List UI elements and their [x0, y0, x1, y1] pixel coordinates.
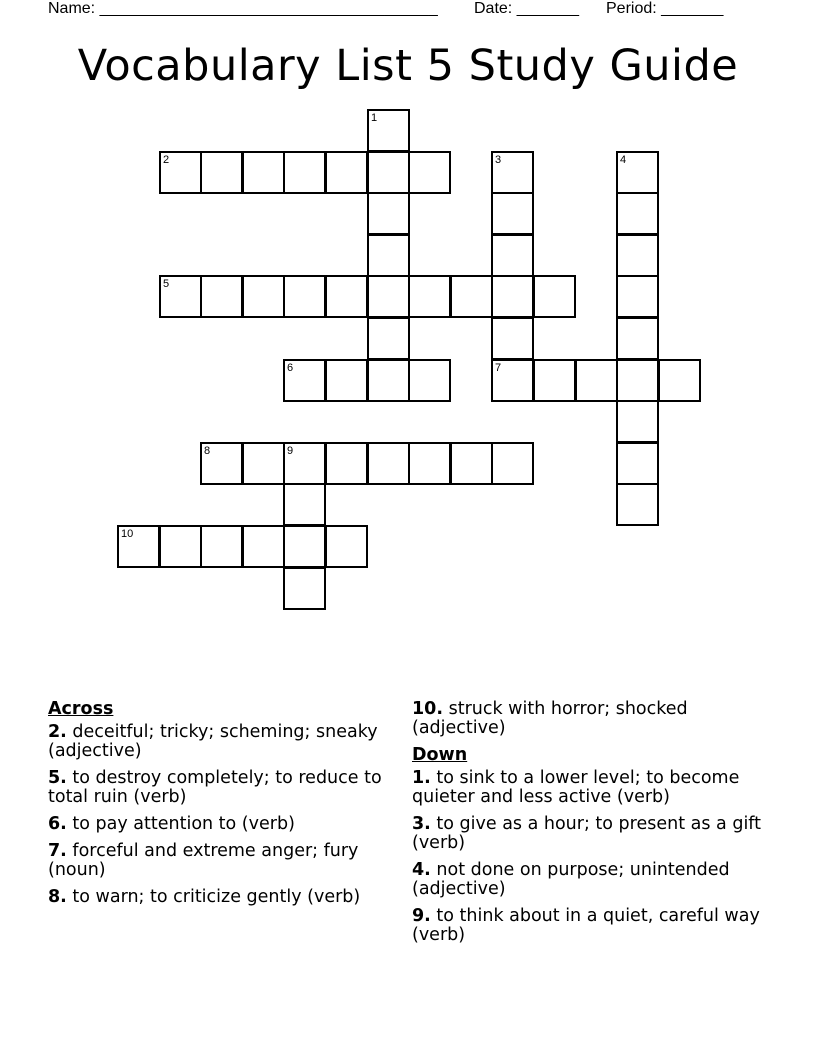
crossword-cell[interactable] [325, 275, 368, 318]
clue-number-4: 4 [620, 154, 627, 166]
clue-across-5: 5. to destroy completely; to reduce to total ruin (verb) [48, 768, 382, 807]
crossword-cell[interactable] [616, 442, 659, 485]
clue-across-2: 2. deceitful; tricky; scheming; sneaky (adjective) [48, 722, 378, 761]
crossword-cell[interactable] [491, 192, 534, 235]
crossword-cell[interactable] [325, 525, 368, 568]
clue-number-2: 2 [163, 154, 170, 166]
period-field-label: Period: _______ [606, 0, 724, 17]
crossword-cell[interactable] [367, 234, 410, 277]
clue-across-6: 6. to pay attention to (verb) [48, 814, 295, 834]
clue-down-9: 9. to think about in a quiet, careful way (verb) [412, 906, 760, 945]
crossword-cell[interactable] [283, 359, 326, 402]
crossword-cell[interactable] [367, 151, 410, 194]
clue-number-1: 1 [371, 112, 378, 124]
clue-across-10: 10. struck with horror; shocked (adjective) [412, 699, 688, 738]
crossword-cell[interactable] [325, 442, 368, 485]
crossword-cell[interactable] [325, 359, 368, 402]
crossword-cell[interactable] [159, 275, 202, 318]
clue-down-3: 3. to give as a hour; to present as a gift (verb) [412, 814, 762, 853]
crossword-cell[interactable] [283, 567, 326, 610]
clues-left-column [48, 700, 388, 915]
across-heading: Across [48, 699, 114, 719]
crossword-cell[interactable] [242, 525, 285, 568]
crossword-cell[interactable] [616, 317, 659, 360]
crossword-cell[interactable] [367, 442, 410, 485]
crossword-cell[interactable] [616, 275, 659, 318]
crossword-cell[interactable] [325, 151, 368, 194]
crossword-cell[interactable] [491, 442, 534, 485]
clue-across-7: 7. forceful and extreme anger; fury (noun) [48, 841, 359, 880]
crossword-cell[interactable] [159, 525, 202, 568]
crossword-cell[interactable] [408, 442, 451, 485]
crossword-cell[interactable] [159, 151, 202, 194]
clue-down-1: 1. to sink to a lower level; to become quieter and less active (verb) [412, 768, 740, 807]
crossword-cell[interactable] [117, 525, 160, 568]
crossword-cell[interactable] [367, 317, 410, 360]
clue-number-5: 5 [163, 278, 170, 290]
crossword-cell[interactable] [283, 442, 326, 485]
date-field-label: Date: _______ [474, 0, 579, 17]
crossword-cell[interactable] [283, 275, 326, 318]
crossword-cell[interactable] [616, 400, 659, 443]
crossword-cell[interactable] [616, 234, 659, 277]
clue-number-3: 3 [495, 154, 502, 166]
crossword-cell[interactable] [283, 483, 326, 526]
clue-number-8: 8 [204, 445, 211, 457]
crossword-cell[interactable] [200, 151, 243, 194]
clue-number-9: 9 [287, 445, 294, 457]
clue-number-6: 6 [287, 362, 294, 374]
crossword-cell[interactable] [491, 359, 534, 402]
crossword-cell[interactable] [242, 275, 285, 318]
crossword-cell[interactable] [367, 359, 410, 402]
crossword-cell[interactable] [367, 275, 410, 318]
crossword-cell[interactable] [450, 442, 493, 485]
crossword-cell[interactable] [408, 359, 451, 402]
crossword-cell[interactable] [283, 151, 326, 194]
clue-number-7: 7 [495, 362, 502, 374]
crossword-cell[interactable] [616, 483, 659, 526]
clue-down-4: 4. not done on purpose; unintended (adjective) [412, 860, 730, 899]
crossword-cell[interactable] [575, 359, 618, 402]
clues-right-column [412, 700, 772, 953]
crossword-cell[interactable] [616, 359, 659, 402]
crossword-cell[interactable] [533, 275, 576, 318]
crossword-cell[interactable] [491, 151, 534, 194]
crossword-cell[interactable] [242, 442, 285, 485]
name-field-label: Name: ______________________________________ [48, 0, 438, 17]
crossword-cell[interactable] [200, 275, 243, 318]
crossword-cell[interactable] [616, 192, 659, 235]
crossword-cell[interactable] [450, 275, 493, 318]
crossword-cell[interactable] [491, 275, 534, 318]
crossword-cell[interactable] [491, 317, 534, 360]
clue-number-10: 10 [121, 528, 134, 540]
crossword-cell[interactable] [616, 151, 659, 194]
crossword-cell[interactable] [533, 359, 576, 402]
crossword-cell[interactable] [283, 525, 326, 568]
crossword-cell[interactable] [242, 151, 285, 194]
crossword-cell[interactable] [491, 234, 534, 277]
down-heading: Down [412, 745, 468, 765]
crossword-cell[interactable] [408, 275, 451, 318]
crossword-cell[interactable] [658, 359, 701, 402]
crossword-cell[interactable] [367, 109, 410, 152]
clue-across-8: 8. to warn; to criticize gently (verb) [48, 887, 361, 907]
crossword-cell[interactable] [408, 151, 451, 194]
page-title: Vocabulary List 5 Study Guide [77, 41, 739, 91]
crossword-cell[interactable] [200, 442, 243, 485]
crossword-cell[interactable] [200, 525, 243, 568]
crossword-cell[interactable] [367, 192, 410, 235]
